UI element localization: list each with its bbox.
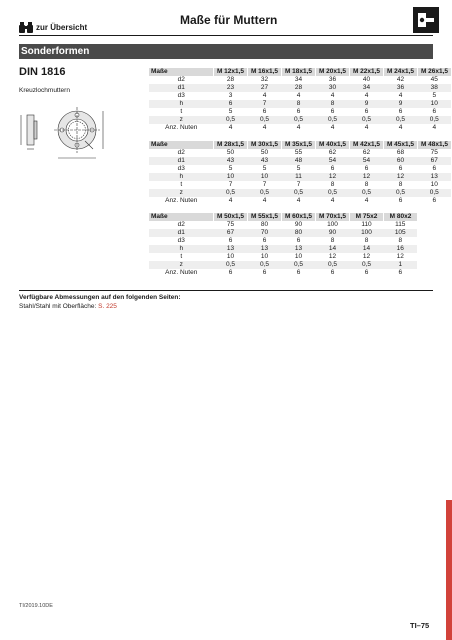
table-cell: 23 (214, 84, 248, 92)
table-cell: 4 (432, 124, 437, 131)
table-row (149, 116, 451, 124)
table-cell: 100 (350, 229, 384, 237)
table-cell: 28 (226, 76, 235, 83)
column-header-size: M 50x1,5 (214, 213, 248, 221)
column-header-size: M 12x1,5 (214, 68, 248, 76)
table-cell: 0,5 (248, 261, 282, 269)
table-cell: 0,5 (316, 116, 350, 124)
table-cell: 80 (260, 221, 269, 228)
table-cell: 6 (432, 197, 437, 204)
table-cell: 0,5 (350, 261, 384, 269)
table-cell: 5 (228, 108, 233, 115)
table-row (149, 173, 451, 181)
column-header-size: M 42x1,5 (350, 141, 384, 149)
table-cell: 43 (214, 157, 248, 165)
table-cell: 10 (214, 173, 248, 181)
table-row (149, 189, 451, 197)
row-label: Anz. Nuten (165, 197, 198, 204)
nav-to-overview[interactable] (19, 12, 129, 34)
table-cell: 38 (418, 84, 452, 92)
table-cell: 0,5 (384, 116, 418, 124)
row-label: d3 (177, 237, 185, 244)
column-header-size: M 30x1,5 (248, 141, 282, 149)
page-title: Maße für Muttern (180, 13, 278, 27)
table-cell: 30 (316, 84, 350, 92)
row-label: z (149, 261, 214, 269)
table-cell: 0,5 (248, 116, 282, 124)
column-header-size: M 28x1,5 (214, 141, 248, 149)
table-row (149, 92, 451, 100)
table-cell: 54 (350, 157, 384, 165)
row-label: t (180, 253, 183, 260)
table-header-row (149, 68, 451, 76)
table-cell: 8 (398, 181, 403, 188)
table-cell: 6 (214, 100, 248, 108)
row-label: Anz. Nuten (165, 269, 198, 276)
table-row (149, 157, 451, 165)
row-label: h (149, 100, 214, 108)
content-divider (19, 290, 433, 291)
table-cell: 6 (262, 269, 267, 276)
table-cell: 8 (398, 237, 403, 244)
column-header-size: M 45x1,5 (384, 141, 418, 149)
table-cell: 50 (226, 149, 235, 156)
row-label: t (180, 181, 183, 188)
page-reference-link[interactable]: S. 225 (98, 303, 117, 310)
row-label: d2 (177, 76, 185, 83)
table-cell: 36 (328, 76, 337, 83)
table-cell: 6 (296, 237, 301, 244)
table-cell: 105 (384, 229, 418, 237)
row-label: d3 (177, 165, 185, 172)
table-cell: 40 (362, 76, 371, 83)
table-cell: 6 (364, 165, 369, 172)
table-cell: 9 (350, 100, 384, 108)
column-header-size: M 75x2 (350, 213, 384, 221)
table-cell: 28 (282, 84, 316, 92)
table-cell: 6 (398, 269, 403, 276)
table-cell: 115 (395, 221, 406, 228)
table-cell: 100 (327, 221, 338, 228)
column-header-size: M 20x1,5 (316, 68, 350, 76)
table-cell: 6 (432, 165, 437, 172)
table-cell: 12 (316, 173, 350, 181)
header-divider (19, 35, 433, 36)
table-cell: 13 (214, 245, 248, 253)
column-header-label: Maße (149, 213, 214, 221)
table-cell: 36 (384, 84, 418, 92)
table-row (149, 76, 451, 84)
table-cell: 0,5 (384, 189, 418, 197)
table-cell: 0,5 (282, 116, 316, 124)
column-header-label: Maße (149, 68, 214, 76)
table-cell: 68 (396, 149, 405, 156)
brand-logo-icon (413, 7, 439, 33)
table-row (149, 84, 451, 92)
table-cell: 7 (262, 181, 267, 188)
availability-line (19, 303, 117, 310)
table-cell: 5 (432, 92, 437, 99)
dimension-table-3 (149, 213, 417, 277)
table-cell: 67 (418, 157, 452, 165)
table-cell: 13 (282, 245, 316, 253)
table-cell: 5 (296, 165, 301, 172)
row-label: h (149, 173, 214, 181)
table-cell: 75 (430, 149, 438, 156)
table-cell: 6 (398, 197, 403, 204)
table-cell: 6 (398, 165, 403, 172)
nav-label: zur Übersicht (36, 23, 88, 32)
column-header-size: M 40x1,5 (316, 141, 350, 149)
dimension-table-2 (149, 141, 451, 205)
table-cell: 4 (228, 197, 233, 204)
row-label: Anz. Nuten (165, 124, 198, 131)
table-cell: 4 (364, 124, 369, 131)
table-cell: 45 (430, 76, 438, 83)
table-cell: 7 (248, 100, 282, 108)
table-cell: 12 (328, 253, 337, 260)
table-cell: 10 (248, 173, 282, 181)
table-cell: 9 (384, 100, 418, 108)
table-cell: 5 (262, 165, 267, 172)
table-row (149, 165, 451, 173)
row-label: z (149, 189, 214, 197)
table-cell: 10 (226, 253, 235, 260)
section-title: Sonderformen (19, 44, 433, 59)
table-cell: 8 (330, 181, 335, 188)
row-label: h (149, 245, 214, 253)
nut-technical-drawing (19, 103, 135, 165)
table-cell: 6 (330, 165, 335, 172)
table-cell: 1 (384, 261, 418, 269)
table-row (149, 253, 417, 261)
table-cell: 4 (262, 124, 267, 131)
table-cell: 6 (262, 108, 267, 115)
table-cell: 110 (361, 221, 372, 228)
table-cell: 13 (418, 173, 452, 181)
table-cell: 0,5 (214, 189, 248, 197)
table-header-row (149, 213, 417, 221)
dimension-table-1 (149, 68, 451, 132)
table-cell: 11 (282, 173, 316, 181)
table-cell: 6 (262, 237, 267, 244)
row-label: d3 (177, 92, 185, 99)
table-cell: 14 (316, 245, 350, 253)
table-row (149, 245, 417, 253)
document-code: TI/2019.10DE (19, 603, 53, 609)
row-label: d1 (149, 84, 214, 92)
table-cell: 0,5 (248, 189, 282, 197)
table-row (149, 100, 451, 108)
column-header-size: M 26x1,5 (418, 68, 452, 76)
table-cell: 4 (296, 124, 301, 131)
table-row (149, 261, 417, 269)
table-cell: 0,5 (282, 189, 316, 197)
column-header-size: M 70x1,5 (316, 213, 350, 221)
table-cell: 6 (364, 269, 369, 276)
table-cell: 12 (384, 173, 418, 181)
table-row (149, 108, 451, 116)
product-description: Kreuzlochmuttern (19, 87, 70, 94)
table-cell: 0,5 (418, 189, 452, 197)
table-cell: 4 (330, 197, 335, 204)
table-row (149, 124, 451, 132)
table-cell: 0,5 (214, 116, 248, 124)
table-cell: 67 (214, 229, 248, 237)
table-cell: 12 (396, 253, 404, 260)
row-label: z (149, 116, 214, 124)
table-cell: 12 (362, 253, 371, 260)
table-cell: 62 (328, 149, 337, 156)
table-cell: 8 (316, 100, 350, 108)
column-header-size: M 22x1,5 (350, 68, 384, 76)
column-header-size: M 24x1,5 (384, 68, 418, 76)
column-header-size: M 16x1,5 (248, 68, 282, 76)
table-cell: 4 (330, 124, 335, 131)
table-cell: 4 (364, 92, 369, 99)
table-row (149, 197, 451, 205)
row-label: d2 (177, 221, 185, 228)
binoculars-icon (19, 20, 33, 34)
table-cell: 8 (282, 100, 316, 108)
table-cell: 48 (282, 157, 316, 165)
table-cell: 6 (364, 108, 369, 115)
table-cell: 60 (384, 157, 418, 165)
table-cell: 4 (228, 124, 233, 131)
table-cell: 43 (248, 157, 282, 165)
table-cell: 27 (248, 84, 282, 92)
table-cell: 70 (248, 229, 282, 237)
table-cell: 8 (364, 181, 369, 188)
table-cell: 7 (296, 181, 301, 188)
table-cell: 6 (228, 269, 233, 276)
availability-text: Stahl/Stahl mit Oberfläche: (19, 303, 99, 310)
table-cell: 62 (362, 149, 371, 156)
column-header-size: M 48x1,5 (418, 141, 452, 149)
column-header-label: Maße (149, 141, 214, 149)
row-label: d2 (177, 149, 185, 156)
table-cell: 6 (330, 108, 335, 115)
page-number: TI–75 (410, 621, 430, 630)
table-cell: 90 (294, 221, 303, 228)
product-code: DIN 1816 (19, 66, 66, 78)
column-header-size: M 80x2 (384, 213, 418, 221)
table-row (149, 229, 417, 237)
row-label: d1 (149, 157, 214, 165)
table-cell: 6 (296, 269, 301, 276)
table-cell: 55 (294, 149, 303, 156)
table-cell: 3 (228, 92, 233, 99)
table-cell: 4 (330, 92, 335, 99)
table-cell: 54 (316, 157, 350, 165)
table-cell: 7 (228, 181, 233, 188)
table-cell: 8 (330, 237, 335, 244)
table-cell: 13 (248, 245, 282, 253)
column-header-size: M 60x1,5 (282, 213, 316, 221)
table-header-row (149, 141, 451, 149)
table-cell: 4 (398, 92, 403, 99)
table-cell: 90 (316, 229, 350, 237)
table-cell: 6 (398, 108, 403, 115)
table-cell: 5 (228, 165, 233, 172)
table-cell: 10 (430, 181, 438, 188)
table-cell: 75 (226, 221, 235, 228)
table-cell: 4 (398, 124, 403, 131)
table-row (149, 269, 417, 277)
availability-title: Verfügbare Abmessungen auf den folgenden Seiten: (19, 294, 181, 301)
table-row (149, 237, 417, 245)
table-cell: 4 (296, 197, 301, 204)
table-cell: 4 (364, 197, 369, 204)
row-label: t (180, 108, 183, 115)
table-cell: 6 (296, 108, 301, 115)
table-cell: 16 (384, 245, 418, 253)
table-cell: 12 (350, 173, 384, 181)
table-cell: 0,5 (350, 116, 384, 124)
table-row (149, 149, 451, 157)
column-header-size: M 55x1,5 (248, 213, 282, 221)
table-cell: 32 (260, 76, 269, 83)
table-cell: 10 (294, 253, 303, 260)
table-cell: 8 (364, 237, 369, 244)
table-cell: 6 (432, 108, 437, 115)
column-header-size: M 35x1,5 (282, 141, 316, 149)
chapter-tab (446, 500, 452, 640)
table-cell: 34 (294, 76, 303, 83)
table-cell: 50 (260, 149, 269, 156)
table-cell: 0,5 (418, 116, 452, 124)
table-cell: 4 (262, 197, 267, 204)
column-header-size: M 18x1,5 (282, 68, 316, 76)
table-cell: 6 (330, 269, 335, 276)
table-cell: 10 (418, 100, 452, 108)
table-cell: 4 (262, 92, 267, 99)
table-cell: 14 (350, 245, 384, 253)
table-cell: 0,5 (350, 189, 384, 197)
table-cell: 10 (260, 253, 269, 260)
table-cell: 4 (296, 92, 301, 99)
table-cell: 0,5 (282, 261, 316, 269)
table-row (149, 181, 451, 189)
table-cell: 0,5 (316, 261, 350, 269)
table-row (149, 221, 417, 229)
table-cell: 6 (228, 237, 233, 244)
table-cell: 0,5 (316, 189, 350, 197)
table-cell: 0,5 (214, 261, 248, 269)
row-label: d1 (149, 229, 214, 237)
table-cell: 80 (282, 229, 316, 237)
table-cell: 42 (396, 76, 405, 83)
table-cell: 34 (350, 84, 384, 92)
